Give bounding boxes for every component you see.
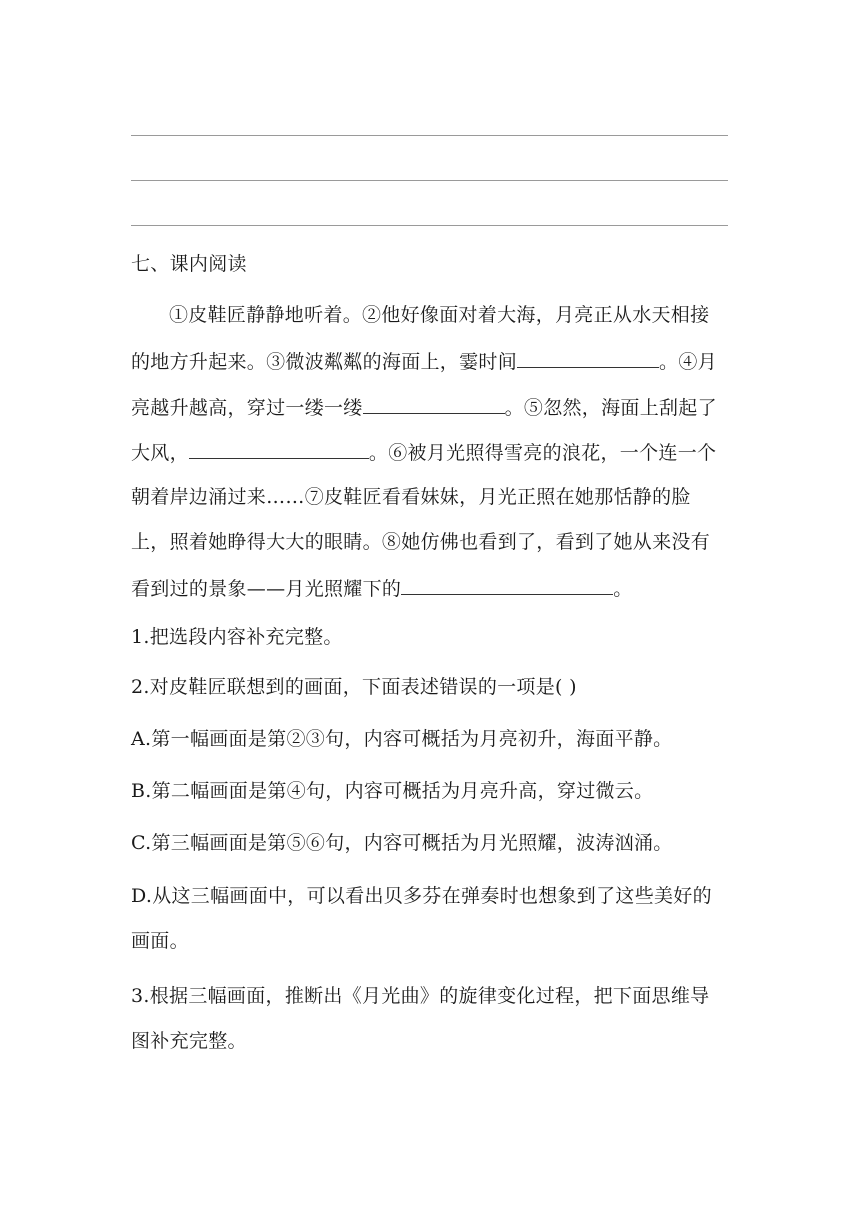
passage-line bbox=[131, 440, 731, 465]
passage-line: 上，照着她睁得大大的眼睛。⑧她仿佛也看到了，看到了她从来没有 bbox=[131, 531, 711, 553]
fill-blank-1[interactable] bbox=[517, 349, 659, 368]
passage-text: ①皮鞋匠静静地听着。②他好像面对着大海，月亮正从水天相接 bbox=[169, 304, 710, 326]
option-c: C.第三幅画面是第⑤⑥句，内容可概括为月光照耀，波涛汹涌。 bbox=[131, 832, 673, 854]
passage-line bbox=[169, 303, 731, 327]
answer-line[interactable] bbox=[131, 180, 728, 181]
option-d-line2: 画面。 bbox=[131, 930, 189, 952]
passage-text: 。④月 bbox=[659, 351, 717, 373]
passage-text: 。⑤忽然，海面上刮起了 bbox=[504, 397, 717, 419]
answer-line[interactable] bbox=[131, 135, 728, 136]
question-2: 2.对皮鞋匠联想到的画面，下面表述错误的一项是( ) bbox=[131, 676, 577, 698]
answer-line[interactable] bbox=[131, 225, 728, 226]
option-d-line1: D.从这三幅画面中，可以看出贝多芬在弹奏时也想象到了这些美好的 bbox=[131, 885, 712, 907]
passage-text: 看到过的景象——月光照耀下的 bbox=[131, 578, 402, 600]
passage-text: 。⑥被月光照得雪亮的浪花，一个连一个 bbox=[368, 442, 717, 464]
option-b: B.第二幅画面是第④句，内容可概括为月亮升高，穿过微云。 bbox=[131, 780, 654, 802]
question-1: 1.把选段内容补充完整。 bbox=[131, 626, 343, 648]
passage-text: 大风， bbox=[131, 442, 189, 464]
question-3-line2: 图补充完整。 bbox=[131, 1030, 247, 1052]
passage-line bbox=[131, 576, 731, 601]
passage-text: 亮越升越高，穿过一缕一缕 bbox=[131, 397, 363, 419]
passage-line: 朝着岸边涌过来……⑦皮鞋匠看看妹妹，月光正照在她那恬静的脸 bbox=[131, 486, 691, 508]
fill-blank-2[interactable] bbox=[363, 395, 505, 414]
passage-line bbox=[131, 349, 731, 374]
fill-blank-4[interactable] bbox=[401, 576, 613, 595]
passage-text: 。 bbox=[613, 578, 633, 600]
section-title: 七、课内阅读 bbox=[131, 253, 247, 275]
option-a: A.第一幅画面是第②③句，内容可概括为月亮初升，海面平静。 bbox=[131, 728, 673, 750]
passage-line bbox=[131, 395, 731, 420]
passage-text: 的地方升起来。③微波粼粼的海面上，霎时间 bbox=[131, 351, 518, 373]
fill-blank-3[interactable] bbox=[189, 440, 369, 459]
question-3-line1: 3.根据三幅画面，推断出《月光曲》的旋律变化过程，把下面思维导 bbox=[131, 985, 710, 1007]
